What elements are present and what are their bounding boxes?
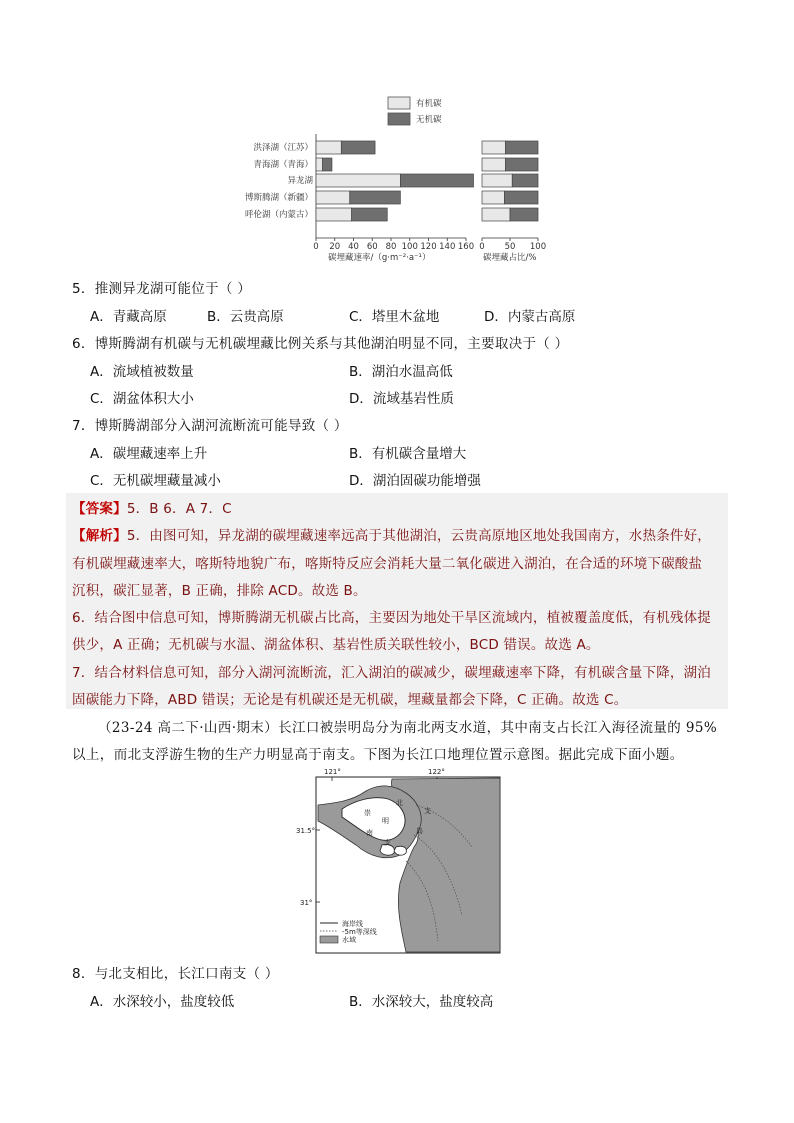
category-label: 洪泽湖（江苏） — [253, 143, 313, 153]
analysis-line-3: 沉积，碳汇显著，B 正确，排除 ACD。故选 B。 — [72, 583, 367, 599]
analysis-line-1 — [72, 524, 711, 544]
share-bars — [482, 141, 538, 221]
legend-swatch-organic — [388, 97, 410, 109]
legend-label-inorganic: 无机碳 — [416, 115, 442, 125]
legend-label-organic: 有机碳 — [416, 99, 442, 109]
intro-line-2: 以上，而北支浮游生物的生产力明显高于南支。下图为长江口地理位置示意图。据此完成下面小题。 — [72, 747, 684, 763]
label-north: 北 — [396, 799, 403, 807]
q8-option-b[interactable]: B．水深较大，盐度较高 — [349, 994, 494, 1010]
share-tick-label: 50 — [504, 242, 516, 252]
question-8-stem: 8．与北支相比，长江口南支（ ） — [72, 966, 279, 982]
share-tick-label: 100 — [529, 242, 547, 252]
bar-inorganic — [341, 141, 375, 154]
q5-option-b[interactable]: B．云贵高原 — [207, 309, 284, 325]
rate-tick-label: 20 — [329, 242, 341, 252]
q5-option-d[interactable]: D．内蒙古高原 — [484, 309, 576, 325]
q7-option-d[interactable]: D．湖泊固碳功能增强 — [349, 473, 481, 489]
q7-option-a[interactable]: A．碳埋藏速率上升 — [90, 446, 208, 462]
bar-organic — [316, 141, 341, 154]
q6-option-d[interactable]: D．流域基岩性质 — [349, 391, 454, 407]
share-bar-inorganic — [506, 158, 538, 171]
carbon-burial-chart — [240, 90, 560, 265]
category-label: 博斯腾湖（新疆） — [244, 193, 313, 203]
rate-tick-label: 140 — [439, 242, 456, 252]
share-axis-title: 碳埋藏占比/% — [483, 253, 537, 263]
question-6-stem: 6．博斯腾湖有机碳与无机碳埋藏比例关系与其他湖泊明显不同，主要取决于（ ） — [72, 336, 569, 352]
bar-inorganic — [400, 174, 473, 187]
q7-option-c[interactable]: C．无机碳埋藏量减小 — [90, 473, 221, 489]
q6-option-a[interactable]: A．流域植被数量 — [90, 364, 194, 380]
q6-option-b[interactable]: B．湖泊水温高低 — [349, 364, 453, 380]
q6-option-c[interactable]: C．湖盆体积大小 — [90, 391, 194, 407]
analysis-line-5: 供少，A 正确；无机碳与水温、湖盆体积、基岩性质关联性较小，BCD 错误。故选 A。 — [72, 637, 600, 653]
analysis-text-1: 5．由图可知，异龙湖的碳埋藏速率远高于其他湖泊，云贵高原地区地处我国南方，水热条件好， — [126, 528, 712, 544]
answer-text: 5．B 6．A 7．C — [126, 501, 232, 517]
rate-tick-label: 40 — [348, 242, 359, 252]
bar-organic — [316, 174, 400, 187]
answer-tag: 【答案】 — [72, 501, 127, 517]
legend-coastline: 海岸线 — [342, 920, 363, 928]
bar-organic — [316, 158, 323, 171]
q5-option-c[interactable]: C．塔里木盆地 — [349, 309, 440, 325]
legend-water: 水域 — [342, 936, 356, 944]
yangtze-estuary-map — [296, 765, 506, 957]
rate-tick-label: 60 — [366, 242, 378, 252]
lat-label-31: 31° — [300, 899, 313, 907]
rate-bars — [245, 141, 474, 221]
intro-line-1: （23-24 高二下·山西·期末）长江口被崇明岛分为南北两支水道，其中南支占长江入海径流量的 95% — [98, 720, 718, 736]
rate-tick-label: 120 — [420, 242, 437, 252]
bar-inorganic — [323, 158, 332, 171]
analysis-tag: 【解析】 — [72, 528, 127, 544]
label-chong: 崇 — [364, 809, 371, 817]
share-bar-organic — [482, 208, 510, 221]
bar-organic — [316, 191, 350, 204]
share-axis — [479, 238, 546, 252]
question-5-stem: 5．推测异龙湖可能位于（ ） — [72, 281, 252, 297]
lon-label-122: 122° — [428, 768, 445, 776]
bar-organic — [316, 208, 352, 221]
category-label: 异龙湖 — [287, 176, 313, 186]
rate-tick-label: 100 — [401, 242, 418, 252]
rate-tick-label: 0 — [313, 242, 319, 252]
rate-tick-label: 80 — [385, 242, 397, 252]
share-bar-inorganic — [510, 208, 538, 221]
category-label: 青海湖（青海） — [253, 160, 313, 170]
analysis-line-4: 6．结合图中信息可知，博斯腾湖无机碳占比高，主要因为地处干旱区流域内，植被覆盖度低，有机残体提 — [72, 610, 711, 626]
bar-inorganic — [350, 191, 401, 204]
label-dao: 岛 — [416, 827, 423, 835]
answer-line — [72, 497, 232, 517]
q7-option-b[interactable]: B．有机碳含量增大 — [349, 446, 467, 462]
legend-swatch-inorganic — [388, 113, 410, 125]
analysis-line-6: 7．结合材料信息可知，部分入湖河流断流，汇入湖泊的碳减少，碳埋藏速率下降，有机碳含量下降，湖泊 — [72, 665, 711, 681]
label-ming: 明 — [382, 817, 389, 825]
category-label: 呼伦湖（内蒙古） — [244, 210, 313, 220]
label-north-branch: 支 — [424, 807, 431, 815]
share-bar-organic — [482, 174, 512, 187]
label-south: 南 — [366, 829, 373, 837]
share-bar-inorganic — [512, 174, 538, 187]
analysis-line-7: 固碳能力下降，ABD 错误；无论是有机碳还是无机碳，埋藏量都会下降，C 正确。故选 C。 — [72, 692, 628, 708]
question-7-stem: 7．博斯腾湖部分入湖河流断流可能导致（ ） — [72, 418, 348, 434]
bar-inorganic — [352, 208, 388, 221]
q5-option-a[interactable]: A．青藏高原 — [90, 309, 167, 325]
rate-tick-label: 160 — [457, 242, 475, 252]
share-bar-organic — [482, 191, 504, 204]
analysis-line-2: 有机碳埋藏速率大，喀斯特地貌广布，喀斯特反应会消耗大量二氧化碳进入湖泊，在合适的环境下碳酸盐 — [72, 556, 703, 572]
label-south-branch: 支 — [384, 839, 391, 847]
lat-label-31-5: 31.5° — [296, 827, 316, 835]
legend-isobath: -5m等深线 — [342, 928, 377, 936]
share-bar-inorganic — [504, 191, 538, 204]
lon-label-121: 121° — [324, 768, 341, 776]
rate-axis-title: 碳埋藏速率/（g·m⁻²·a⁻¹） — [328, 253, 431, 263]
chart-legend — [388, 97, 442, 125]
share-tick-label: 0 — [479, 242, 485, 252]
share-bar-organic — [482, 158, 506, 171]
share-bar-organic — [482, 141, 506, 154]
q8-option-a[interactable]: A．水深较小，盐度较低 — [90, 994, 235, 1010]
share-bar-inorganic — [506, 141, 538, 154]
